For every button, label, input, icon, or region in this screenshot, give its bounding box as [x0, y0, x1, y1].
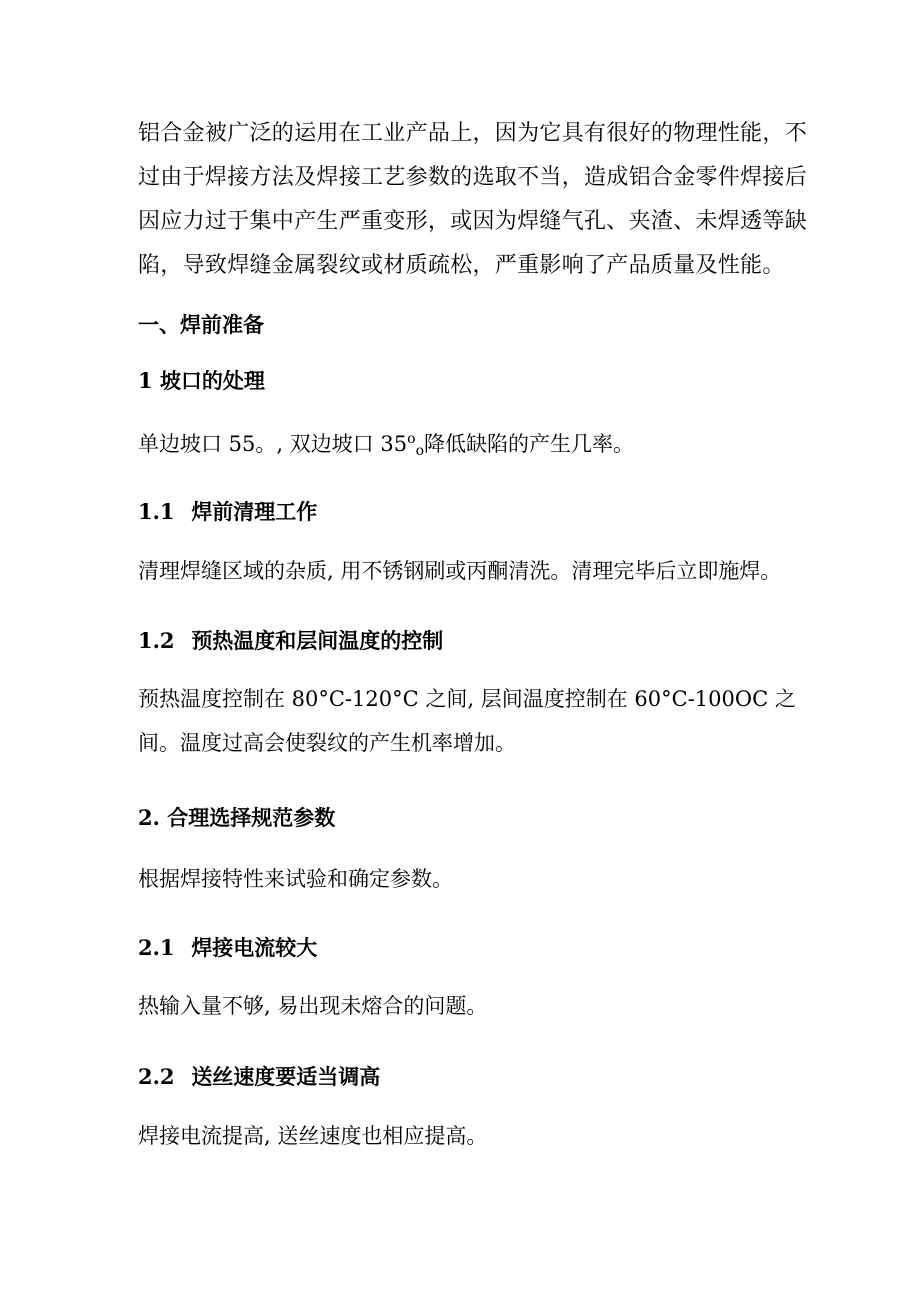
- heading-title: 焊前清理工作: [191, 499, 318, 524]
- paragraph-groove: [138, 424, 634, 466]
- heading-number: 1.2: [138, 628, 175, 653]
- heading-1-1: [138, 497, 317, 527]
- heading-number: 2.1: [138, 935, 175, 960]
- heading-title: 合理选择规范参数: [167, 805, 336, 830]
- heading-number: 1: [138, 368, 153, 393]
- heading-2-1: [138, 933, 317, 963]
- degree-subscript: o: [415, 443, 425, 459]
- paragraph-line: 间。温度过高会使裂纹的产生机率增加。: [138, 731, 516, 755]
- paragraph-cleaning: 清理焊缝区域的杂质, 用不锈钢刷或丙酮清洗。清理完毕后立即施焊。: [138, 559, 782, 583]
- heading-2-2: [138, 1062, 380, 1092]
- paragraph-temperature: [138, 677, 798, 765]
- heading-title: 焊接电流较大: [191, 935, 318, 960]
- intro-line: 铝合金被广泛的运用在工业产品上，因为它具有很好的物理性能，不: [138, 121, 808, 146]
- heading-title: 送丝速度要适当调高: [191, 1064, 381, 1089]
- heading-number: 2.: [138, 805, 160, 830]
- heading-1-2: [138, 626, 443, 656]
- intro-line: 过由于焊接方法及焊接工艺参数的选取不当，造成铝合金零件焊接后: [138, 165, 808, 190]
- heading-1: [138, 366, 265, 396]
- paragraph-parameters: 根据焊接特性来试验和确定参数。: [138, 867, 453, 891]
- degree-mark: o: [407, 431, 416, 447]
- intro-paragraph: [138, 112, 808, 288]
- section-heading-1: 一、焊前准备: [138, 312, 264, 337]
- heading-title: 预热温度和层间温度的控制: [191, 628, 444, 653]
- heading-number: 2.2: [138, 1064, 175, 1089]
- paragraph-wire-speed: 焊接电流提高, 送丝速度也相应提高。: [138, 1124, 488, 1148]
- groove-text-after: 降低缺陷的产生几率。: [424, 432, 635, 456]
- heading-title: 坡口的处理: [159, 368, 265, 393]
- intro-line: 因应力过于集中产生严重变形，或因为焊缝气孔、夹渣、未焊透等缺: [138, 209, 808, 234]
- heading-2: [138, 803, 335, 833]
- paragraph-line: 预热温度控制在 80°C-120°C 之间, 层间温度控制在 60°C-100OC 之: [138, 687, 796, 711]
- groove-text-before: 单边坡口 55。, 双边坡口 35: [138, 432, 408, 456]
- heading-number: 1.1: [138, 499, 175, 524]
- paragraph-current: 热输入量不够, 易出现未熔合的问题。: [138, 994, 488, 1018]
- intro-line: 陷，导致焊缝金属裂纹或材质疏松，严重影响了产品质量及性能。: [138, 253, 785, 278]
